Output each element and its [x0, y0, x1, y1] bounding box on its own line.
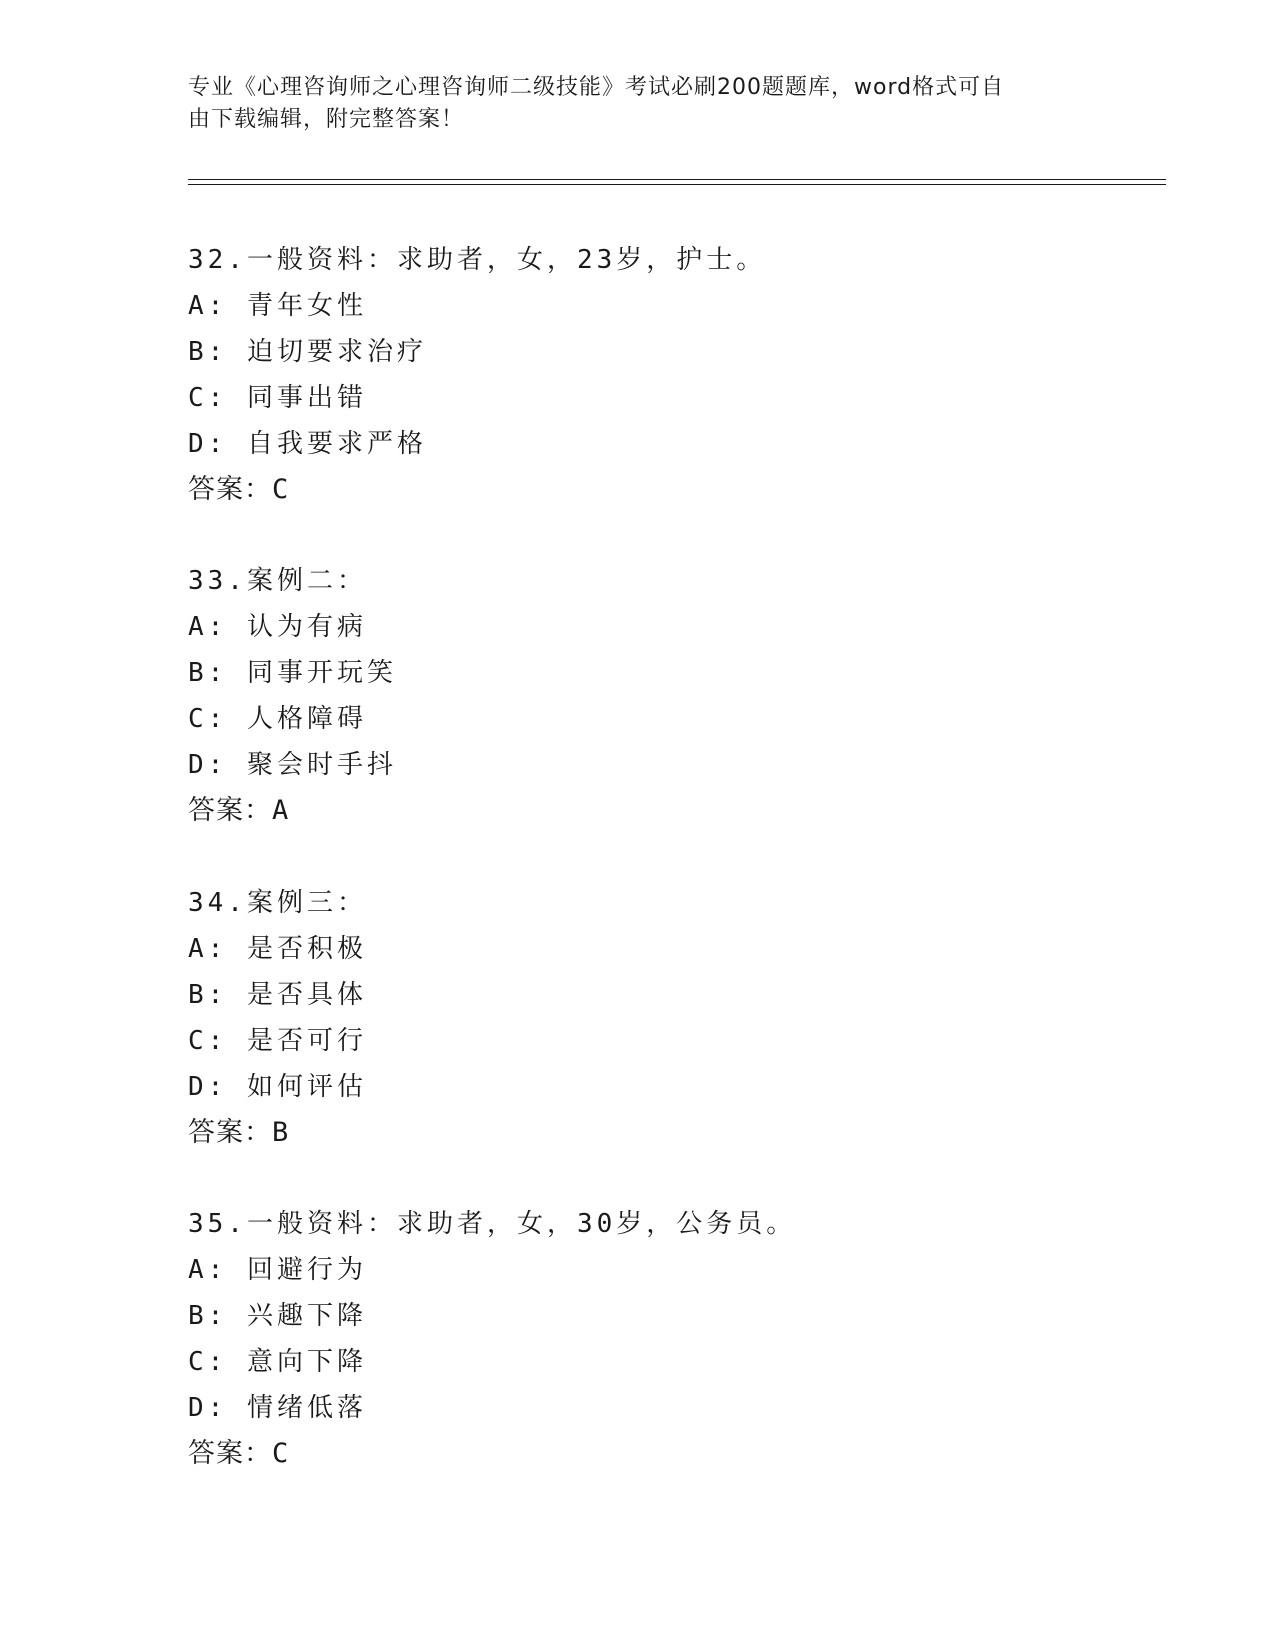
question-34 [188, 880, 1088, 1156]
option-d: D: 聚会时手抖 [188, 750, 397, 780]
question-35 [188, 1201, 1088, 1477]
option-d: D: 自我要求严格 [188, 429, 427, 459]
header-line-1: 专业《心理咨询师之心理咨询师二级技能》考试必刷200题题库，word格式可自 [188, 75, 1005, 100]
option-b: B: 同事开玩笑 [188, 658, 397, 688]
question-stem: 35.一般资料：求助者，女，30岁，公务员。 [188, 1209, 797, 1239]
option-a: A: 青年女性 [188, 291, 367, 321]
option-c: C: 是否可行 [188, 1026, 367, 1056]
header-divider-bottom [188, 184, 1166, 185]
answer-value: C [272, 1438, 290, 1469]
option-a: A: 回避行为 [188, 1255, 367, 1285]
question-stem: 34.案例三： [188, 888, 367, 918]
option-c: C: 人格障碍 [188, 704, 367, 734]
answer-value: C [272, 474, 290, 505]
option-b: B: 是否具体 [188, 980, 367, 1010]
answer-line [188, 1110, 1088, 1156]
answer-label: 答案： [188, 474, 272, 505]
question-stem: 33.案例二： [188, 566, 367, 596]
header-divider-top [188, 179, 1166, 180]
document-header [188, 72, 1068, 136]
option-a: A: 是否积极 [188, 934, 367, 964]
question-33 [188, 558, 1088, 834]
question-32 [188, 237, 1088, 513]
option-d: D: 如何评估 [188, 1072, 367, 1102]
answer-value: A [272, 795, 290, 826]
option-b: B: 兴趣下降 [188, 1301, 367, 1331]
answer-value: B [272, 1117, 290, 1148]
option-b: B: 迫切要求治疗 [188, 337, 427, 367]
header-line-2: 由下载编辑，附完整答案！ [188, 107, 465, 132]
option-d: D: 情绪低落 [188, 1393, 367, 1423]
answer-line [188, 788, 1088, 834]
answer-label: 答案： [188, 1117, 272, 1148]
option-c: C: 意向下降 [188, 1347, 367, 1377]
answer-label: 答案： [188, 1438, 272, 1469]
option-a: A: 认为有病 [188, 612, 367, 642]
answer-line [188, 1431, 1088, 1477]
answer-line [188, 467, 1088, 513]
answer-label: 答案： [188, 795, 272, 826]
question-stem: 32.一般资料：求助者，女，23岁，护士。 [188, 245, 767, 275]
option-c: C: 同事出错 [188, 383, 367, 413]
